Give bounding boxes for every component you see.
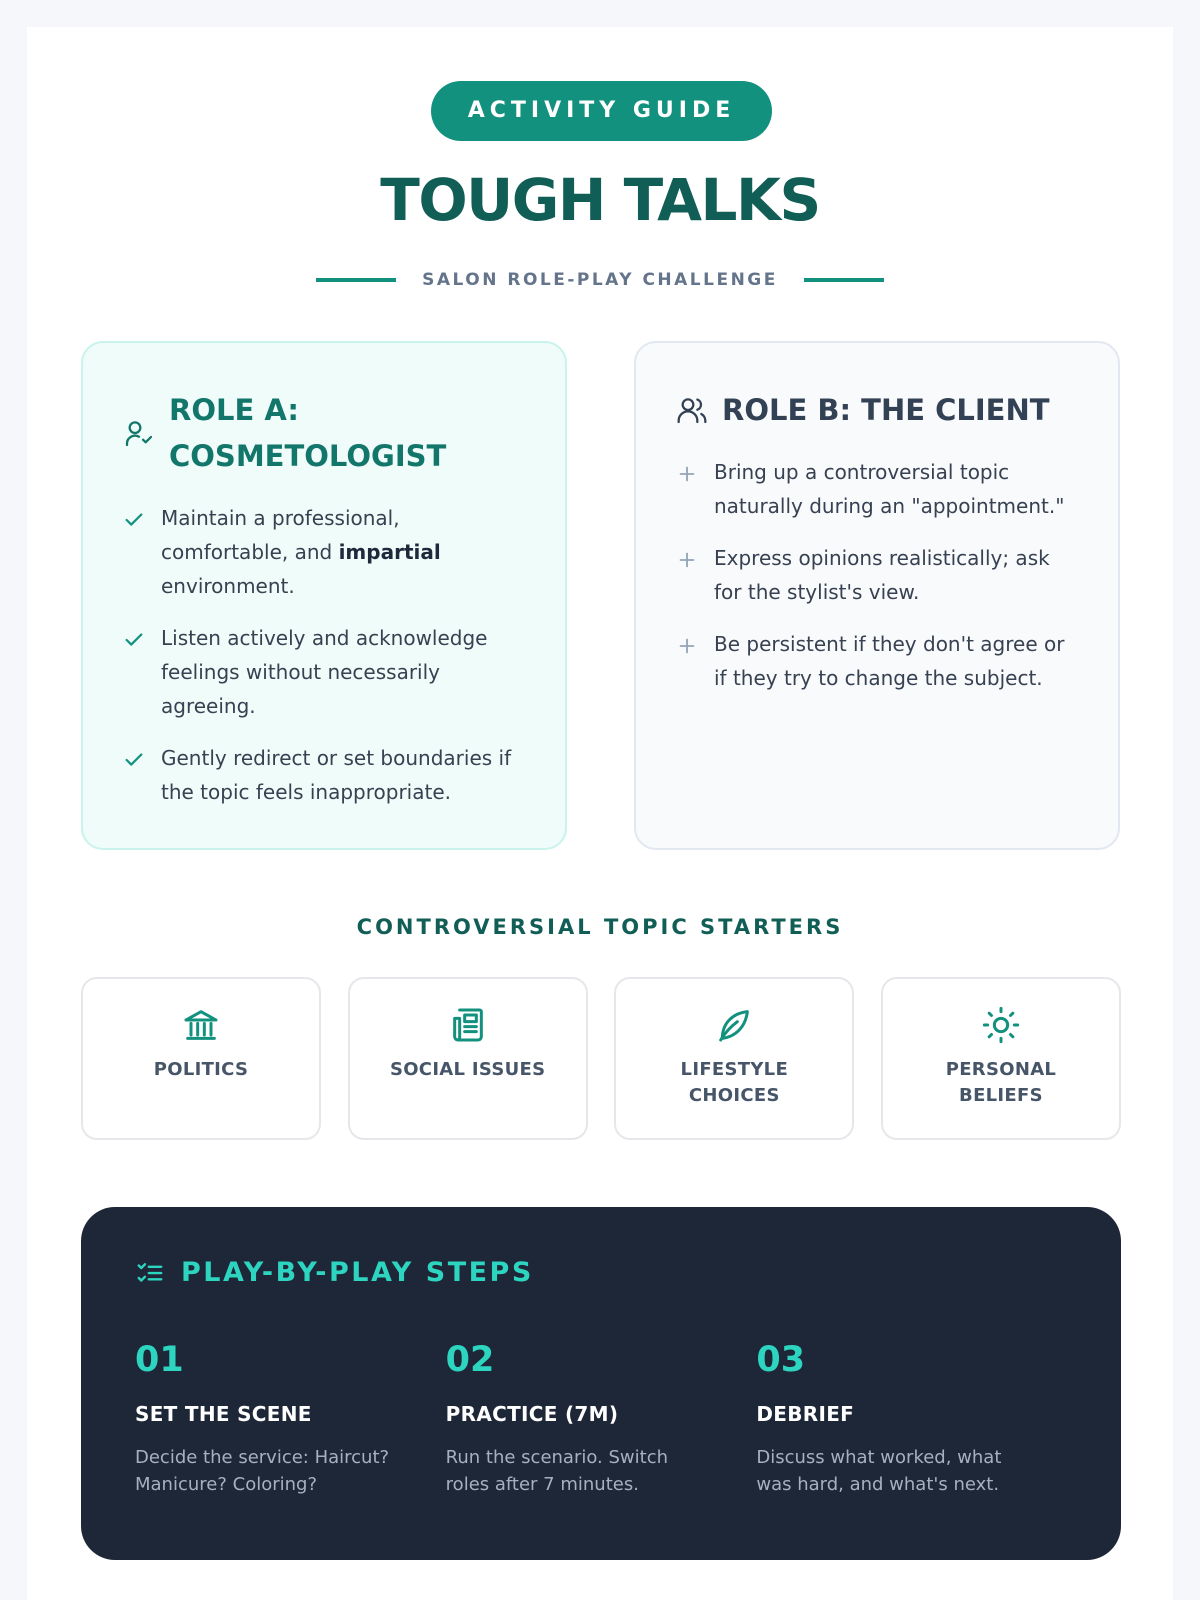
role-b-item-text: Express opinions realistically; ask for the stylist's view. [714,546,1050,604]
list-item [676,455,1078,523]
step-2 [446,1340,757,1498]
list-item [123,621,525,723]
check-icon [123,749,145,771]
leaf-icon [714,1005,754,1045]
check-icon [123,629,145,651]
role-b-title: ROLE B: THE CLIENT [722,393,1050,427]
plus-icon [676,463,698,485]
role-b-item-text: Bring up a controversial topic naturally during an "appointment." [714,460,1065,518]
activity-guide-badge: ACTIVITY GUIDE [431,81,772,141]
subtitle-rule-right [804,278,884,282]
check-icon [123,509,145,531]
users-icon [676,394,708,426]
steps-title: PLAY-BY-PLAY STEPS [181,1257,534,1288]
steps-header [135,1257,1067,1288]
subtitle-row [27,265,1173,295]
user-check-icon [123,417,155,449]
topic-card-politics [81,977,321,1140]
step-title: PRACTICE (7M) [445,1402,619,1426]
role-a-title-line1: ROLE A: [169,393,299,427]
landmark-icon [181,1005,221,1045]
topic-label: LIFESTYLE CHOICES [680,1059,789,1106]
plus-icon [676,549,698,571]
step-description: Discuss what worked, what was hard, and what's next. [756,1447,1002,1495]
steps-panel [81,1207,1121,1560]
step-3 [756,1340,1067,1498]
role-b-header [676,387,1078,433]
activity-guide-page [27,27,1173,1600]
role-b-item-text: Be persistent if they don't agree or if they try to change the subject. [714,632,1065,690]
topic-card-social-issues [348,977,588,1140]
topic-card-personal-beliefs [881,977,1121,1140]
step-number: 02 [445,1340,495,1380]
subtitle-rule-left [316,278,396,282]
plus-icon [676,635,698,657]
role-b-list [676,455,1078,695]
steps-grid [135,1340,1067,1498]
step-description: Decide the service: Haircut? Manicure? Coloring? [135,1447,390,1495]
page-title: TOUGH TALKS [380,166,820,234]
list-item [123,501,525,603]
list-checks-icon [135,1258,165,1288]
role-a-item-text: Listen actively and acknowledge feelings without necessarily agreeing. [161,626,488,718]
step-number: 03 [756,1340,806,1380]
topic-label: SOCIAL ISSUES [389,1059,546,1080]
role-a-item-text: Maintain a professional, comfortable, and impartial environment. [161,506,441,598]
role-a-title [169,387,446,479]
step-description: Run the scenario. Switch roles after 7 minutes. [445,1447,669,1495]
role-a-item-text: Gently redirect or set boundaries if the topic feels inappropriate. [161,746,512,804]
header [27,27,1173,307]
newspaper-icon [448,1005,488,1045]
role-a-list [123,501,525,809]
list-item [676,541,1078,609]
page-subtitle: SALON ROLE-PLAY CHALLENGE [422,270,778,290]
topics-grid [81,977,1121,1140]
step-title: SET THE SCENE [135,1402,312,1426]
list-item [676,627,1078,695]
role-b-card [634,341,1120,850]
role-a-title-line2: COSMETOLOGIST [169,439,447,473]
step-number: 01 [135,1340,184,1380]
step-1 [135,1340,446,1498]
topic-card-lifestyle-choices [614,977,854,1140]
role-a-card [81,341,567,850]
topic-label: PERSONAL BELIEFS [945,1059,1057,1106]
topic-label: POLITICS [153,1059,249,1080]
list-item [123,741,525,809]
role-a-header [123,387,525,479]
sun-icon [981,1005,1021,1045]
topics-section-title: CONTROVERSIAL TOPIC STARTERS [356,915,844,939]
step-title: DEBRIEF [756,1402,855,1426]
